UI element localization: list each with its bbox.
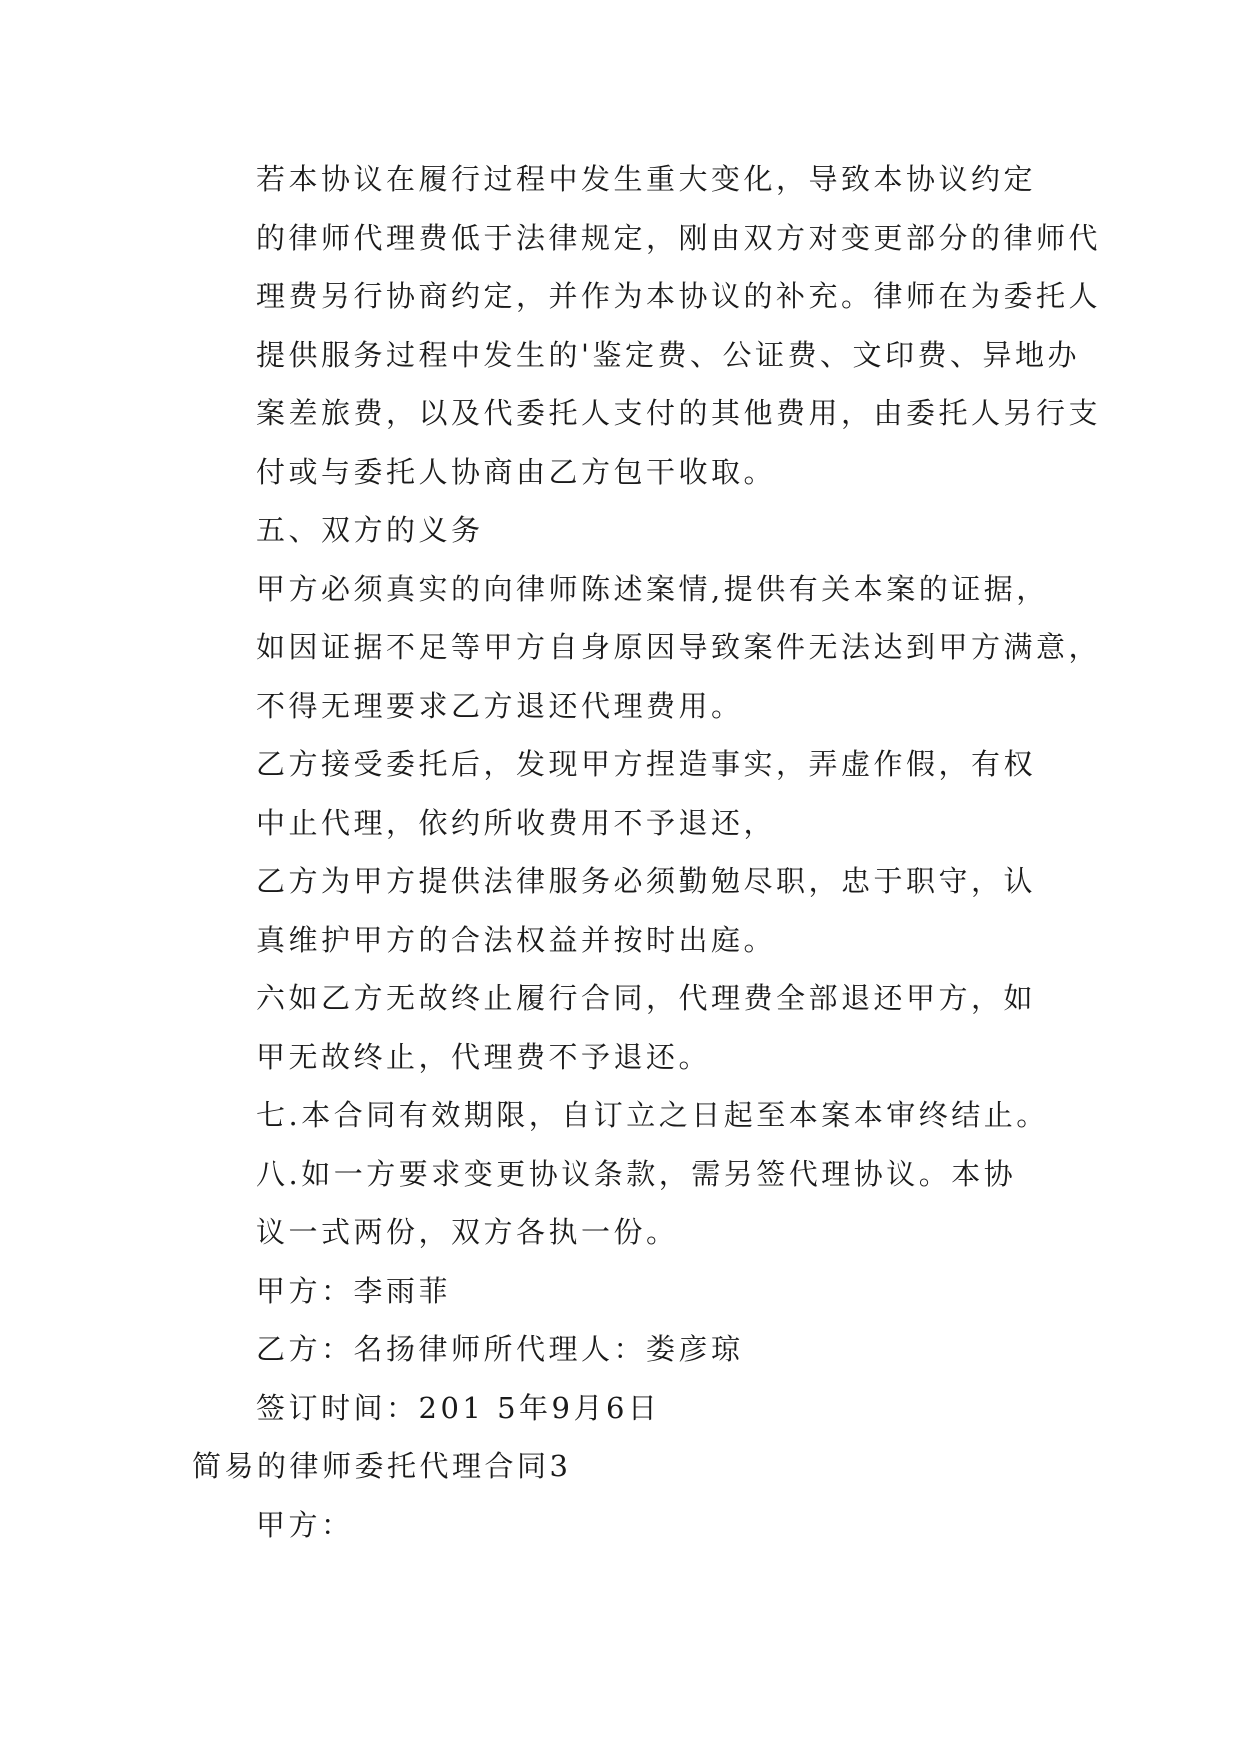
text-line: 议一式两份，双方各执一份。 (256, 1215, 679, 1249)
next-contract-title: 简易的律师委托代理合同3 (192, 1449, 572, 1483)
next-party-a-label: 甲方： (256, 1507, 354, 1542)
party-a-signature: 甲方：李雨菲 (256, 1273, 452, 1308)
text-line: 甲方必须真实的向律师陈述案情,提供有关本案的证据， (256, 571, 1049, 606)
section-heading-obligations: 五、双方的义务 (256, 513, 484, 547)
text-line: 六如乙方无故终止履行合同，代理费全部退还甲方，如 (256, 981, 1037, 1015)
text-line: 如因证据不足等甲方自身原因导致案件无法达到甲方满意， (256, 630, 1102, 664)
party-b-signature: 乙方：名扬律师所代理人：娄彦琼 (256, 1332, 744, 1366)
paragraph-party-a-duty (192, 560, 1102, 736)
paragraph-amendment (192, 1145, 1062, 1262)
text-line: 案差旅费，以及代委托人支付的其他费用，由委托人另行支 (256, 396, 1102, 430)
text-line: 理费另行协商约定，并作为本协议的补充。律师在为委托人 (256, 279, 1102, 313)
signing-date: 签订时间：201 5年9月6日 (256, 1390, 661, 1425)
text-line: 乙方为甲方提供法律服务必须勤勉尽职，忠于职守，认 (256, 864, 1037, 898)
paragraph-party-b-termination (192, 735, 1062, 852)
document-page (192, 150, 1102, 1554)
text-line: 中止代理，依约所收费用不予退还， (256, 805, 777, 840)
text-line: 若本协议在履行过程中发生重大变化，导致本协议约定 (256, 162, 1037, 196)
text-line: 提供服务过程中发生的'鉴定费、公证费、文印费、异地办 (256, 337, 1080, 372)
text-line: 甲无故终止，代理费不予退还。 (256, 1039, 712, 1074)
text-line: 付或与委托人协商由乙方包干收取。 (256, 454, 777, 489)
paragraph-party-b-duty (192, 852, 1062, 969)
text-line: 的律师代理费低于法律规定，刚由双方对变更部分的律师代 (256, 220, 1102, 255)
text-line: 乙方接受委托后，发现甲方捏造事实，弄虚作假，有权 (256, 747, 1037, 781)
paragraph-fee-change (192, 150, 1102, 501)
paragraph-refund (192, 969, 1062, 1086)
text-line: 不得无理要求乙方退还代理费用。 (256, 688, 744, 723)
text-line: 真维护甲方的合法权益并按时出庭。 (256, 922, 777, 957)
paragraph-validity: 七.本合同有效期限，自订立之日起至本案本审终结止。 (256, 1098, 1049, 1132)
text-line: 八.如一方要求变更协议条款，需另签代理协议。本协 (256, 1156, 1017, 1191)
